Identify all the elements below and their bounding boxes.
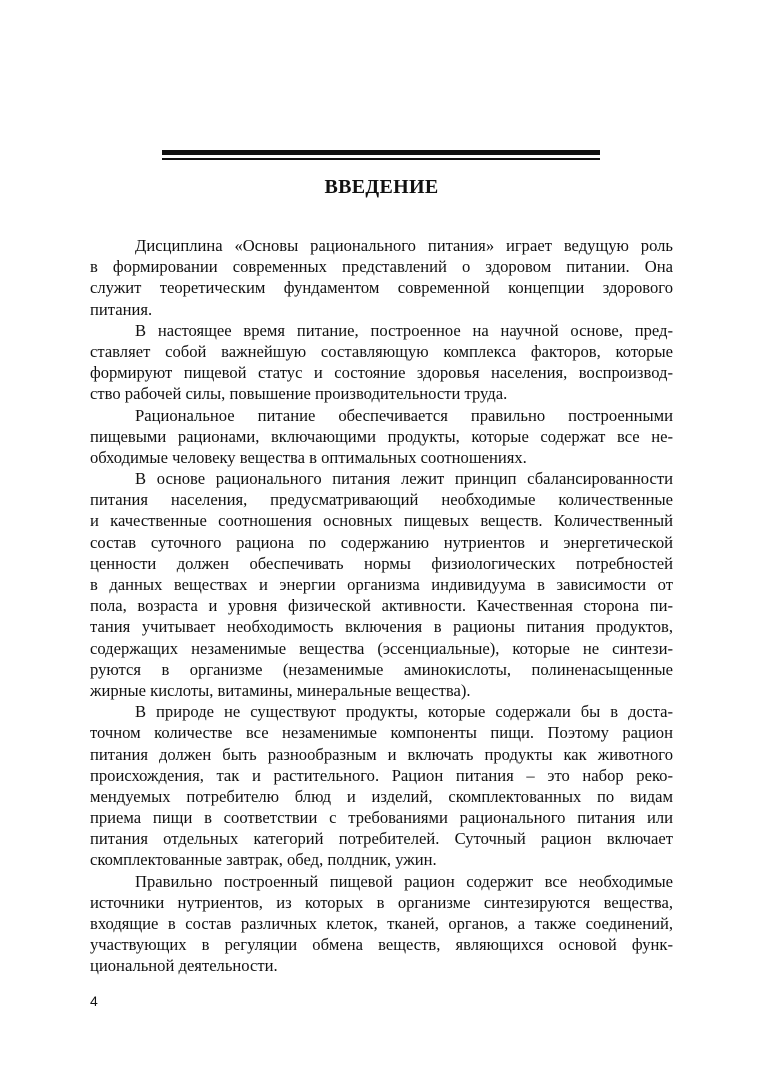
paragraph-line: скомплектованные завтрак, обед, полдник, ужин. [90,850,437,870]
paragraph-line: пищевыми рационами, включающими продукты, которые содержат все не- [90,426,673,446]
paragraph-line: Рациональное питание обеспечивается правильно построенными [135,405,673,425]
paragraph-line: питания населения, предусматривающий необходимые количественные [90,490,673,510]
paragraph-line: В основе рационального питания лежит принцип сбалансированности [135,469,673,489]
paragraph-line: пола, возраста и уровня физической активности. Качественная сторона пи- [90,596,673,616]
paragraph-line: питания должен быть разнообразным и включать продукты как животного [90,744,673,764]
chapter-title: ВВЕДЕНИЕ [324,176,439,198]
paragraph-line: и качественные соотношения основных пищевых веществ. Количественный [90,511,673,531]
paragraph-line: ценности должен обеспечивать нормы физиологических потребностей [90,553,673,573]
paragraph-line: руются в организме (незаменимые аминокислоты, полиненасыщенные [90,659,673,679]
paragraph-line: формируют пищевой статус и состояние здоровья населения, воспроизвод- [90,363,673,383]
paragraph-line: циональной деятельности. [90,956,278,976]
paragraph-line: Правильно построенный пищевой рацион содержит все необходимые [135,871,673,891]
paragraph-line: жирные кислоты, витамины, минеральные вещества). [90,680,471,700]
paragraph-line: питания. [90,299,153,319]
paragraph-line: питания отдельных категорий потребителей. Суточный рацион включает [90,829,673,849]
paragraph-line: в формировании современных представлений о здоровом питании. Она [90,257,673,277]
paragraph-line: источники нутриентов, из которых в организме синтезируются вещества, [90,892,673,912]
paragraph-line: входящие в состав различных клеток, тканей, органов, а также соединений, [90,914,673,933]
paragraph-line: ставляет собой важнейшую составляющую комплекса факторов, которые [90,341,673,361]
paragraph-line: тания учитывает необходимость включения в рационы питания продуктов, [90,617,673,637]
paragraph-line: приема пищи в соответствии с требованиями рационального питания или [90,808,673,828]
paragraph-line: мендуемых потребителю блюд и изделий, скомплектованных по видам [90,786,673,806]
paragraph-line: происхождения, так и растительного. Рацион питания – это набор реко- [90,765,673,785]
paragraph-line: точном количестве все незаменимые компоненты пищи. Поэтому рацион [90,723,673,743]
paragraph-line: состав суточного рациона по содержанию нутриентов и энергетической [90,532,673,552]
header-rule-thick [162,150,600,155]
paragraph-line: обходимые человеку вещества в оптимальных соотношениях. [90,447,527,467]
paragraph-line: содержащих незаменимые вещества (эссенциальные), которые не синтези- [90,638,673,658]
paragraph-line: В природе не существуют продукты, которые содержали бы в доста- [135,702,673,722]
paragraph-line: служит теоретическим фундаментом современной концепции здорового [90,278,673,298]
paragraph-line: В настоящее время питание, построенное на научной основе, пред- [135,320,673,340]
body-text [90,235,673,977]
paragraph-line: в данных веществах и энергии организма индивидуума в зависимости от [90,575,673,594]
paragraph-line: ство рабочей силы, повышение производительности труда. [90,384,508,404]
header-rule-thin [162,158,600,160]
page-number: 4 [90,993,98,1009]
paragraph-line: участвующих в регуляции обмена веществ, являющихся основой функ- [90,935,673,955]
paragraph-line: Дисциплина «Основы рационального питания» играет ведущую роль [135,236,673,255]
